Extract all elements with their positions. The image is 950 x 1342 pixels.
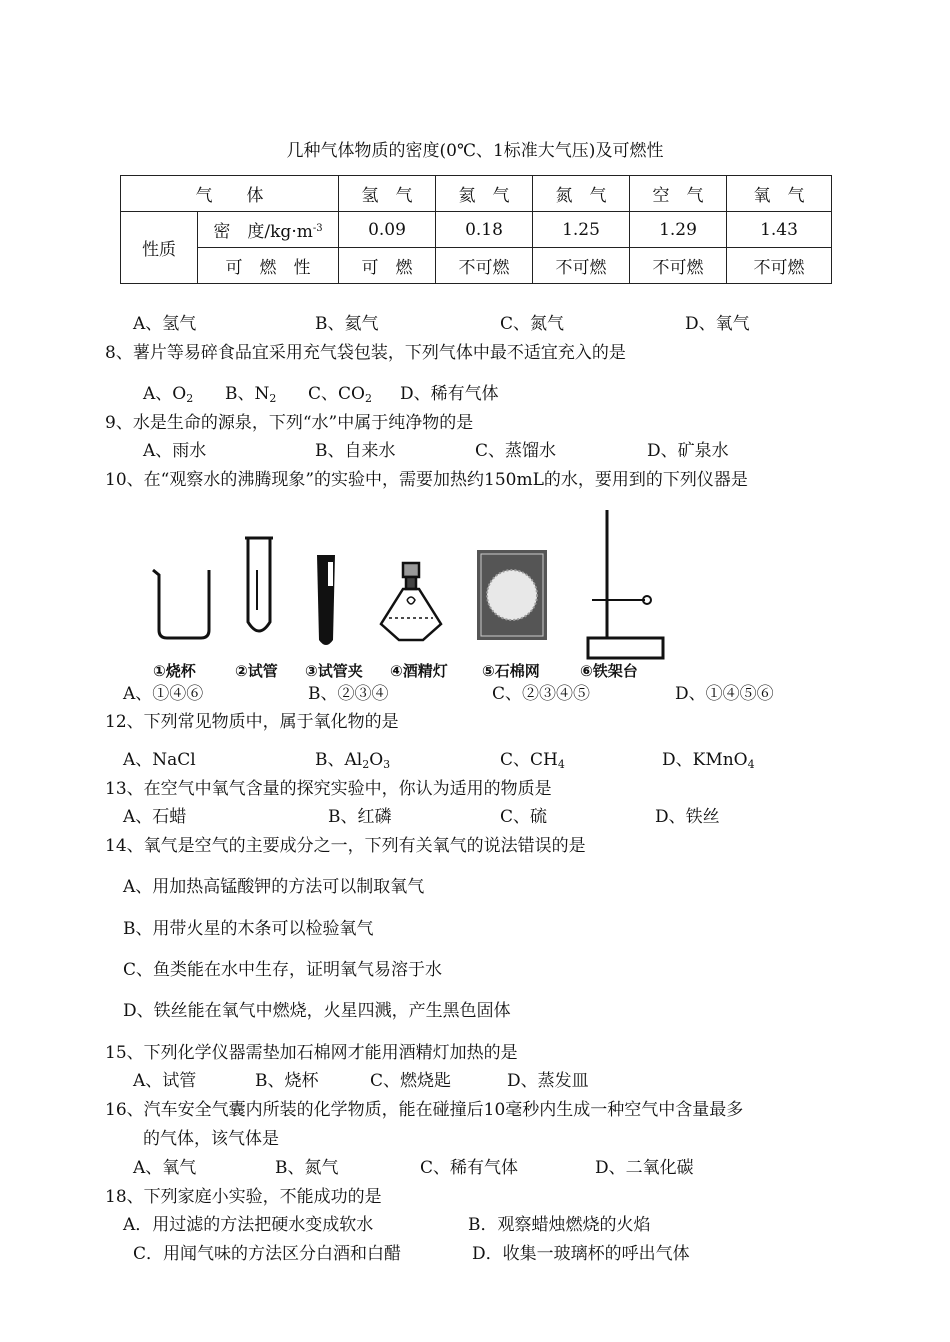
q9-stem: 9、水是生命的源泉，下列“水”中属于纯净物的是	[105, 413, 474, 433]
q12-stem: 12、下列常见物质中，属于氧化物的是	[105, 712, 399, 732]
q12-b-pre: B、Al	[315, 750, 363, 770]
q16-option-c: C、稀有气体	[420, 1158, 519, 1178]
q14-stem: 14、氧气是空气的主要成分之一，下列有关氧气的说法错误的是	[105, 836, 586, 856]
density-value: 1.29	[630, 212, 727, 248]
q13-option-c: C、硫	[500, 807, 548, 827]
flammability-value: 不可燃	[630, 248, 727, 284]
density-value: 1.25	[533, 212, 630, 248]
q9-option-d: D、矿泉水	[647, 441, 729, 461]
q12-d-pre: D、KMnO	[662, 750, 748, 770]
q15-option-b: B、烧杯	[255, 1071, 319, 1091]
flammability-value: 不可燃	[727, 248, 832, 284]
q16-option-a: A、氧气	[133, 1158, 197, 1178]
gas-property-table	[120, 175, 832, 284]
q16-stem-line1: 16、汽车安全气囊内所装的化学物质，能在碰撞后10毫秒内生成一种空气中含量最多	[105, 1100, 744, 1120]
q7-option-b: B、氦气	[315, 314, 379, 334]
q16-option-b: B、氮气	[275, 1158, 339, 1178]
q12-option-c	[500, 749, 565, 771]
density-value: 1.43	[727, 212, 832, 248]
q13-option-a: A、石蜡	[123, 807, 187, 827]
q14-option-b: B、用带火星的木条可以检验氧气	[123, 919, 374, 939]
gas-air: 空 气	[630, 176, 727, 212]
density-value: 0.18	[436, 212, 533, 248]
q13-option-b: B、红磷	[328, 807, 392, 827]
table-header-row	[121, 176, 832, 212]
beaker-icon	[153, 570, 209, 638]
iron-stand-icon	[588, 510, 663, 658]
q14-option-c: C、鱼类能在水中生存，证明氧气易溶于水	[123, 960, 443, 980]
q8-a-sub: 2	[186, 392, 194, 405]
q10-option-d: D、①④⑤⑥	[675, 684, 774, 704]
q8-stem: 8、薯片等易碎食品宜采用充气袋包装，下列气体中最不适宜充入的是	[105, 343, 626, 363]
q10-option-a: A、①④⑥	[123, 684, 204, 704]
q7-option-a: A、氢气	[133, 314, 197, 334]
gas-helium: 氦 气	[436, 176, 533, 212]
q12-c-sub: 4	[557, 758, 565, 771]
gas-hydrogen: 氢 气	[339, 176, 436, 212]
q9-option-b: B、自来水	[315, 441, 396, 461]
q18-option-a: A．用过滤的方法把硬水变成软水	[123, 1215, 374, 1235]
q7-option-d: D、氧气	[685, 314, 750, 334]
table-caption: 几种气体物质的密度(0℃、1标准大气压)及可燃性	[286, 141, 664, 161]
q13-option-d: D、铁丝	[655, 807, 720, 827]
q14-option-a: A、用加热高锰酸钾的方法可以制取氧气	[123, 877, 425, 897]
test-tube-clamp-icon	[317, 555, 335, 645]
q8-option-c	[308, 383, 372, 405]
q18-option-c: C．用闻气味的方法区分白酒和白醋	[133, 1244, 402, 1264]
flammability-label: 可 燃 性	[198, 248, 339, 284]
density-value: 0.09	[339, 212, 436, 248]
instrument-label-2: ②试管	[235, 662, 278, 680]
q12-b-mid: O	[369, 750, 384, 770]
header-label: 气 体	[121, 176, 339, 212]
q12-option-b	[315, 749, 390, 771]
instrument-label-4: ④酒精灯	[390, 662, 448, 680]
flammability-value: 不可燃	[533, 248, 630, 284]
q10-stem: 10、在“观察水的沸腾现象”的实验中，需要加热约150mL的水，要用到的下列仪器是	[105, 470, 748, 490]
q12-option-a: A、NaCl	[123, 750, 196, 770]
q8-b-text: B、N	[225, 384, 270, 404]
q12-option-d	[662, 749, 755, 771]
q9-option-c: C、蒸馏水	[475, 441, 557, 461]
q18-option-b: B．观察蜡烛燃烧的火焰	[468, 1215, 651, 1235]
q8-option-d: D、稀有气体	[400, 384, 499, 404]
q7-option-c: C、氮气	[500, 314, 565, 334]
instrument-label-5: ⑤石棉网	[482, 662, 540, 680]
q12-b-sub1: 2	[362, 758, 370, 771]
q15-stem: 15、下列化学仪器需垫加石棉网才能用酒精灯加热的是	[105, 1043, 518, 1063]
q15-option-a: A、试管	[133, 1071, 197, 1091]
instrument-label-3: ③试管夹	[305, 662, 363, 680]
property-label: 性质	[121, 212, 198, 284]
q10-option-b: B、②③④	[308, 684, 389, 704]
flammability-value: 不可燃	[436, 248, 533, 284]
q12-c-pre: C、CH	[500, 750, 558, 770]
q16-option-d: D、二氧化碳	[595, 1158, 694, 1178]
q8-b-sub: 2	[269, 392, 277, 405]
q15-option-d: D、蒸发皿	[507, 1071, 589, 1091]
q18-option-d: D．收集一玻璃杯的呼出气体	[472, 1244, 690, 1264]
q18-stem: 18、下列家庭小实验，不能成功的是	[105, 1187, 382, 1207]
q9-option-a: A、雨水	[143, 441, 207, 461]
lab-instruments-svg	[145, 500, 670, 680]
q14-option-d: D、铁丝能在氧气中燃烧，火星四溅，产生黑色固体	[123, 1001, 511, 1021]
q8-c-text: C、CO	[308, 384, 365, 404]
flammability-value: 可 燃	[339, 248, 436, 284]
q8-option-b	[225, 383, 276, 405]
alcohol-lamp-icon	[381, 563, 441, 640]
q8-option-a	[143, 383, 193, 405]
q15-option-c: C、燃烧匙	[370, 1071, 452, 1091]
q12-b-sub2: 3	[383, 758, 391, 771]
q13-stem: 13、在空气中氧气含量的探究实验中，你认为适用的物质是	[105, 779, 552, 799]
q12-d-sub: 4	[747, 758, 755, 771]
q10-option-c: C、②③④⑤	[492, 684, 591, 704]
q16-stem-line2: 的气体，该气体是	[143, 1129, 279, 1149]
test-tube-icon	[245, 538, 273, 631]
flammability-row	[121, 248, 832, 284]
wire-gauze-icon	[477, 550, 547, 640]
density-label	[198, 212, 339, 248]
density-exponent: -3	[312, 223, 323, 234]
q8-c-sub: 2	[364, 392, 372, 405]
instrument-label-6: ⑥铁架台	[580, 662, 638, 680]
density-row	[121, 212, 832, 248]
q8-a-text: A、O	[143, 384, 187, 404]
lab-instruments-figure	[145, 500, 670, 680]
instrument-label-1: ①烧杯	[153, 662, 196, 680]
gas-nitrogen: 氮 气	[533, 176, 630, 212]
gas-oxygen: 氧 气	[727, 176, 832, 212]
density-label-text: 密 度/kg·m	[213, 222, 313, 242]
